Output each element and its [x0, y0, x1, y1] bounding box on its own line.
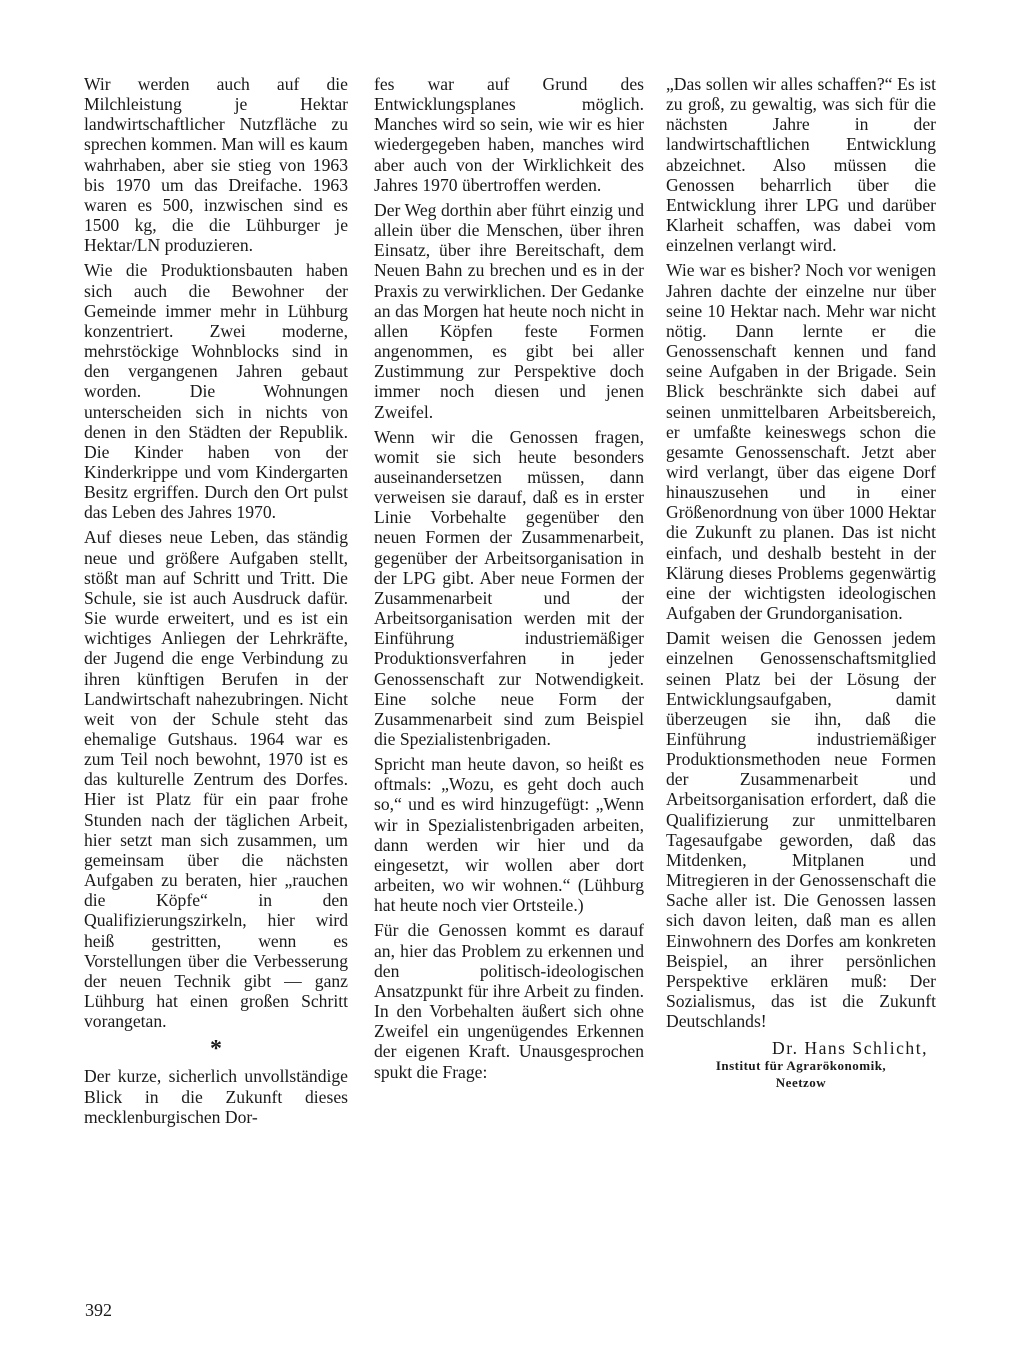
author-institution: Institut für Agrarökonomik, — [715, 1058, 887, 1074]
paragraph: Damit weisen die Genossen jedem einzelnen Genossenschaftsmitglied seinen Platz bei der Lösung der Entwicklungsaufgaben, damit überzeugen sie ihn, daß die Einführung industriemäßiger Produktionsmethoden neue Formen der Zusammenarbeit und Arbeitsorganisation erfordert, daß die Qualifizierung zur unmittelbaren Tagesaufgabe geworden, daß das Mitdenken, Mitplanen und Mitregieren in der Genossenschaft die Sache aller ist. Die Genossen lassen sich davon leiten, daß man es allen Einwohnern des Dorfes am konkreten Beispiel, an ihrer persönlichen Perspektive erklären muß: Der Sozialismus, das ist die Zukunft Deutschlands! — [666, 628, 936, 1032]
author-name: Dr. Hans Schlicht, — [771, 1038, 928, 1059]
paragraph: Wenn wir die Genossen fragen, womit sie sich heute besonders auseinandersetzen müssen, dann verweisen sie darauf, daß es in erster Linie Vorbehalte gegenüber den neuen Formen der Zusammenarbeit, gegenüber der Arbeitsorganisation in der LPG gibt. Aber neue Formen der Zusammenarbeit und der Arbeitsorganisation werden mit der Einführung industriemäßiger Produktionsverfahren in jeder Genossenschaft zur Notwendigkeit. Eine solche neue Form der Zusammenarbeit sind zum Beispiel die Spezialistenbrigaden. — [374, 426, 644, 749]
text-column-3 — [666, 74, 936, 1091]
paragraph: fes war auf Grund des Entwicklungsplanes möglich. Manches wird so sein, wie wir es hier wiedergegeben haben, manches wird aber auch von der Wirklichkeit des Jahres 1970 übertroffen werden. — [374, 74, 644, 195]
page-number: 392 — [85, 1300, 112, 1320]
paragraph: Wie die Produktionsbauten haben sich auch die Bewohner der Gemeinde immer mehr in Lühburg konzentriert. Zwei moderne, mehrstöckige Wohnblocks sind in den vergangenen Jahren gebaut worden. Die Wohnungen unterscheiden sich in nichts von denen in den Städten der Republik. Die Kinder haben von der Kinderkrippe und vom Kindergarten Besitz ergriffen. Durch den Ort pulst das Leben des Jahres 1970. — [84, 260, 348, 523]
text-column-2 — [374, 74, 644, 1087]
paragraph: Für die Genossen kommt es darauf an, hier das Problem zu erkennen und den politisch-ideologischen Ansatzpunkt für ihre Arbeit zu finden. In den Vorbehalten äußert sich ohne Zweifel ein ungenügendes Erkennen der eigenen Kraft. Unausgesprochen spukt die Frage: — [374, 920, 644, 1082]
author-location: Neetzow — [775, 1075, 827, 1091]
text-column-1 — [84, 74, 348, 1132]
paragraph: Der Weg dorthin aber führt einzig und allein über die Menschen, über ihren Einsatz, über ihre Bereitschaft, dem Neuen Bahn zu brechen und es in der Praxis zu verwirklichen. Der Gedanke an das Morgen hat heute noch nicht in allen Köpfen feste Formen angenommen, es gibt bei aller Zustimmung zur Perspektive doch immer noch diesen und jenen Zweifel. — [374, 199, 644, 422]
paragraph: Wir werden auch auf die Milchleistung je Hektar landwirtschaftlicher Nutzfläche zu sprechen kommen. Man will es kaum wahrhaben, aber sie stieg von 1963 bis 1970 um das Dreifache. 1963 waren es 500, inzwischen sind es 1500 kg, die die Lühburger je Hektar/LN produzieren. — [84, 74, 348, 256]
section-separator: * — [210, 1036, 222, 1063]
paragraph: Spricht man heute davon, so heißt es oftmals: „Wozu, es geht doch auch so,“ und es wird hinzugefügt: „Wenn wir in Spezialistenbrigaden arbeiten, dann werden wir hier und da eingesetzt, wir wollen aber dort arbeiten, wo wir wohnen.“ (Lühburg hat heute noch vier Ortsteile.) — [374, 754, 644, 916]
paragraph: „Das sollen wir alles schaffen?“ Es ist zu groß, zu gewaltig, was sich für die nächsten Jahre in der landwirtschaftlichen Entwicklung abzeichnet. Also müssen die Genossen beharrlich über die Entwicklung ihrer LPG und darüber Klarheit schaffen, was dabei vom einzelnen verlangt wird. — [666, 74, 936, 256]
author-signature — [666, 1039, 936, 1091]
paragraph: Auf dieses neue Leben, das ständig neue und größere Aufgaben stellt, stößt man auf Schritt und Tritt. Die Schule, sie ist auch Ausdruck dafür. Sie wurde erweitert, und es ist ein wichtiges Anliegen der Lehrkräfte, der Jugend die enge Verbindung zu ihren künftigen Berufen in der Landwirtschaft nahezubringen. Nicht weit von der Schule steht das ehemalige Gutshaus. 1964 war es zum Teil noch bewohnt, 1970 ist es das kulturelle Zentrum des Dorfes. Hier ist Platz für ein paar frohe Stunden nach der täglichen Arbeit, hier setzt man sich zusammen, um gemeinsam über die nächsten Aufgaben zu beraten, hier „rauchen die Köpfe“ in den Qualifizierungszirkeln, hier wird heiß gestritten, wenn es Vorstellungen über die Verbesserung der neuen Technik gibt — ganz Lühburg hat einen großen Schritt vorangetan. — [84, 527, 348, 1032]
paragraph: Der kurze, sicherlich unvollständige Blick in die Zukunft dieses mecklenburgischen Dor- — [84, 1066, 348, 1127]
paragraph: Wie war es bisher? Noch vor wenigen Jahren dachte der einzelne nur über seine 10 Hektar nach. Mehr war nicht nötig. Dann lernte er die Genossenschaft kennen und fand seine Aufgaben in der Brigade. Sein Blick beschränkte sich dabei auf seinen unmittelbaren Arbeitsbereich, er umfaßte keineswegs schon die gesamte Genossenschaft. Jetzt aber wird verlangt, über das eigene Dorf hinauszusehen und in einer Größenordnung von über 1000 Hektar die Zukunft zu planen. Das ist nicht einfach, und deshalb besteht in der Klärung dieses Problems gegenwärtig eine der wichtigsten ideologischen Aufgaben der Grundorganisation. — [666, 260, 936, 624]
